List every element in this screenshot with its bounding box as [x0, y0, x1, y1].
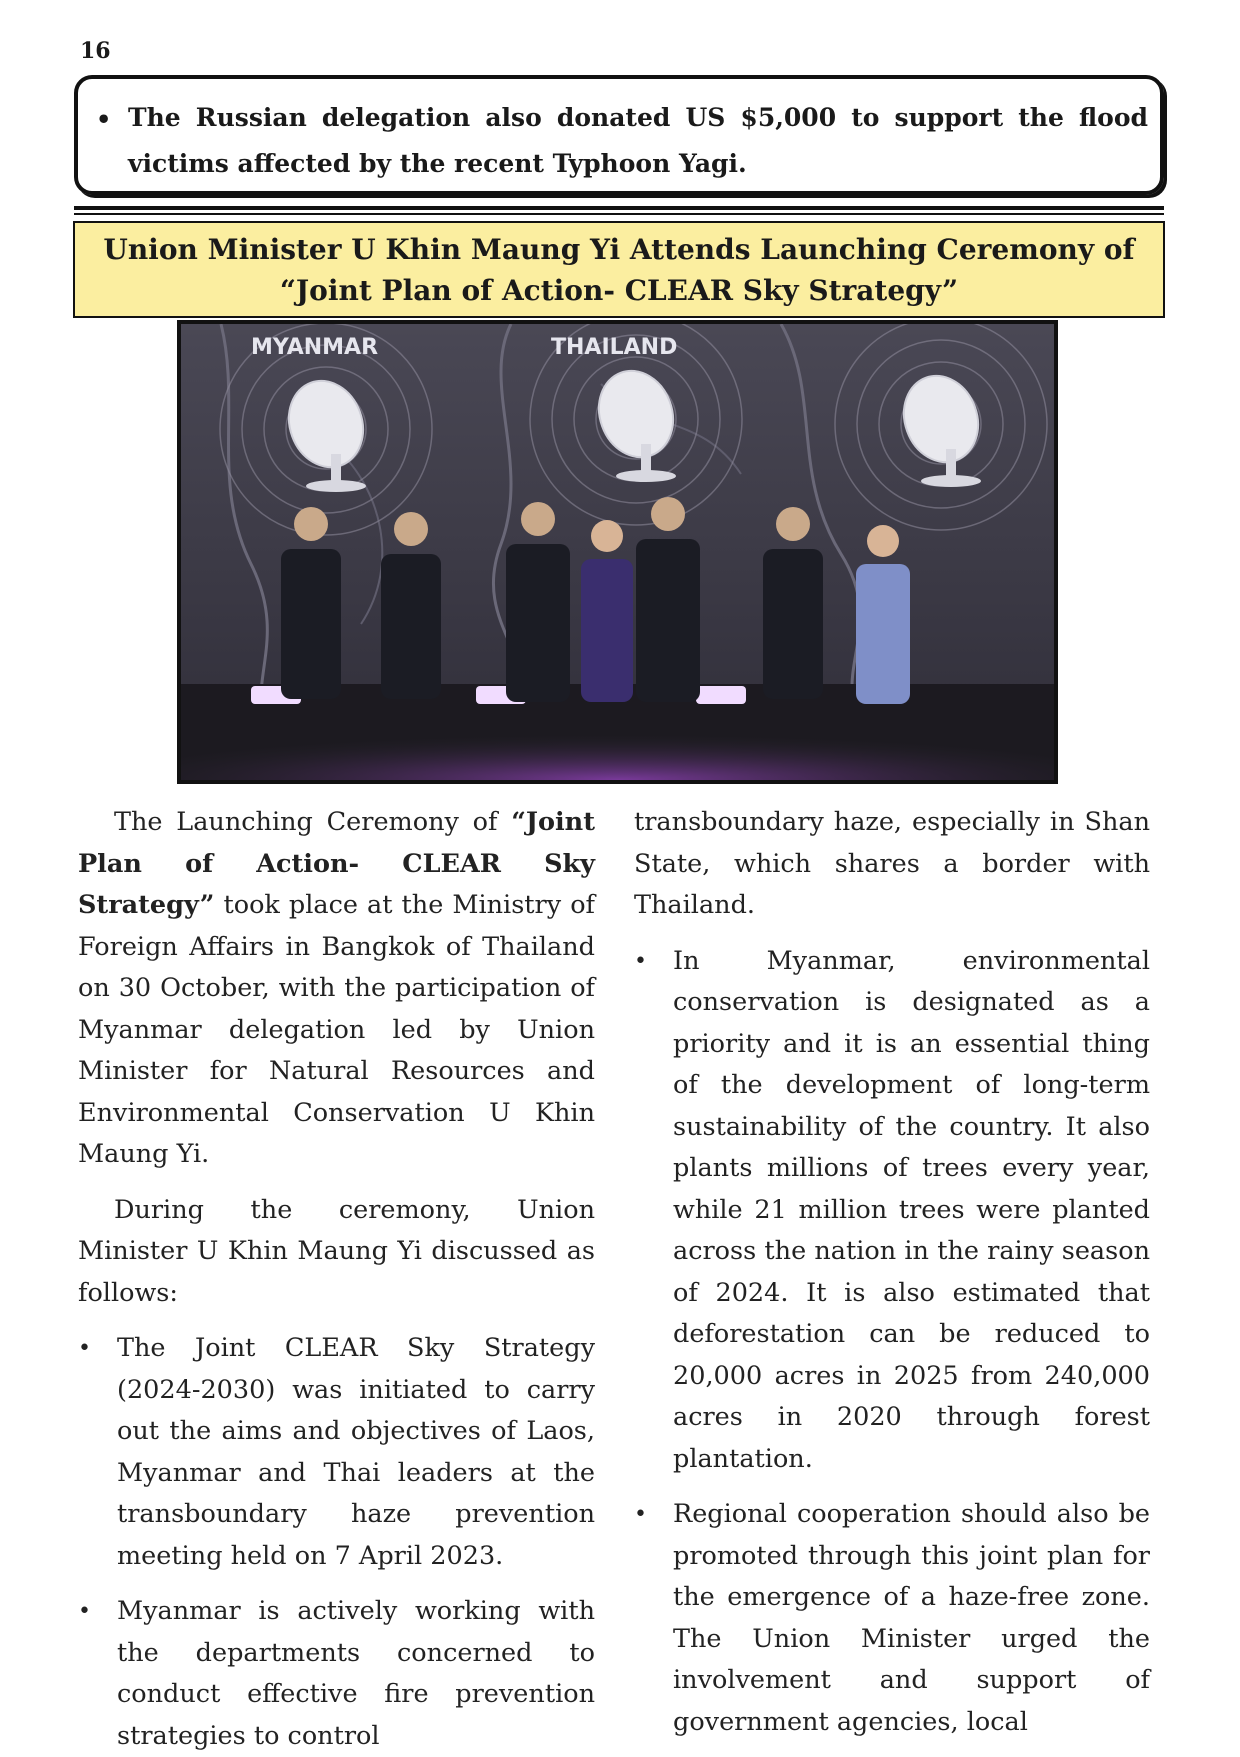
list-item-text: The Joint CLEAR Sky Strategy (2024-2030) was initiated to carry out the aims and objectives of Laos, Myanmar and Thai leaders at the transboundary haze prevention meeting held on 7 April 2023. — [117, 1333, 595, 1571]
bullet-dot: • — [634, 1502, 647, 1527]
right-bullet-list — [634, 941, 1150, 1744]
top-note-box — [74, 75, 1164, 195]
list-item-text: In Myanmar, environmental conservation is designated as a priority and it is an essential thing of the development of long-term sustainability of the country. It also plants millions of trees every year, while 21 million trees were planted across the nation in the rainy season of 2024. It is also estimated that deforestation can be reduced to 20,000 acres in 2025 from 240,000 acres in 2020 through forest plantation. — [673, 945, 1150, 1474]
page-number: 16 — [80, 38, 111, 64]
list-item — [634, 941, 1150, 1481]
ceremony-photo — [177, 320, 1058, 784]
bullet-dot: • — [634, 948, 647, 974]
left-bullet-list — [78, 1328, 595, 1757]
note-text: The Russian delegation also donated US $5,000 to support the flood victims affected by the recent Typhoon Yagi. — [128, 103, 1148, 178]
list-item-text: Regional cooperation should also be promoted through this joint plan for the emergence of a haze-free zone. The Union Minister urged the involvement and support of government agencies, local — [673, 1499, 1150, 1737]
continuation-paragraph: transboundary haze, especially in Shan State, which shares a border with Thailand. — [634, 807, 1150, 920]
list-item — [78, 1591, 595, 1757]
screen-label-thailand: THAILAND — [551, 335, 678, 360]
intro-paragraph — [78, 802, 595, 1176]
divider-thin — [74, 213, 1164, 215]
intro-bold-title: “Joint Plan of Action- CLEAR Sky Strategy” — [78, 807, 595, 920]
list-item — [78, 1328, 595, 1577]
left-column — [78, 802, 595, 1757]
divider-thick — [74, 206, 1164, 210]
bullet-dot: • — [78, 1336, 91, 1361]
bullet-dot: • — [78, 1599, 91, 1624]
list-item — [634, 1494, 1150, 1743]
article-headline: Union Minister U Khin Maung Yi Attends Launching Ceremony of “Joint Plan of Action- CLEAR Sky Strategy” — [103, 232, 1135, 307]
list-item-text: Myanmar is actively working with the departments concerned to conduct effective fire prevention strategies to control — [117, 1596, 595, 1751]
discussion-intro: During the ceremony, Union Minister U Khin Maung Yi discussed as follows: — [78, 1194, 595, 1308]
right-column — [634, 802, 1150, 1743]
screen-label-myanmar: MYANMAR — [251, 335, 379, 360]
intro-rest: took place at the Ministry of Foreign Affairs in Bangkok of Thailand on 30 October, with the participation of Myanmar delegation led by Union Minister for Natural Resources and Environmental Conservation U Khin Maung Yi. — [78, 890, 595, 1169]
headline-box — [73, 221, 1165, 318]
note-bullet: • — [96, 105, 112, 134]
intro-lead: The Launching Ceremony of — [114, 807, 512, 837]
